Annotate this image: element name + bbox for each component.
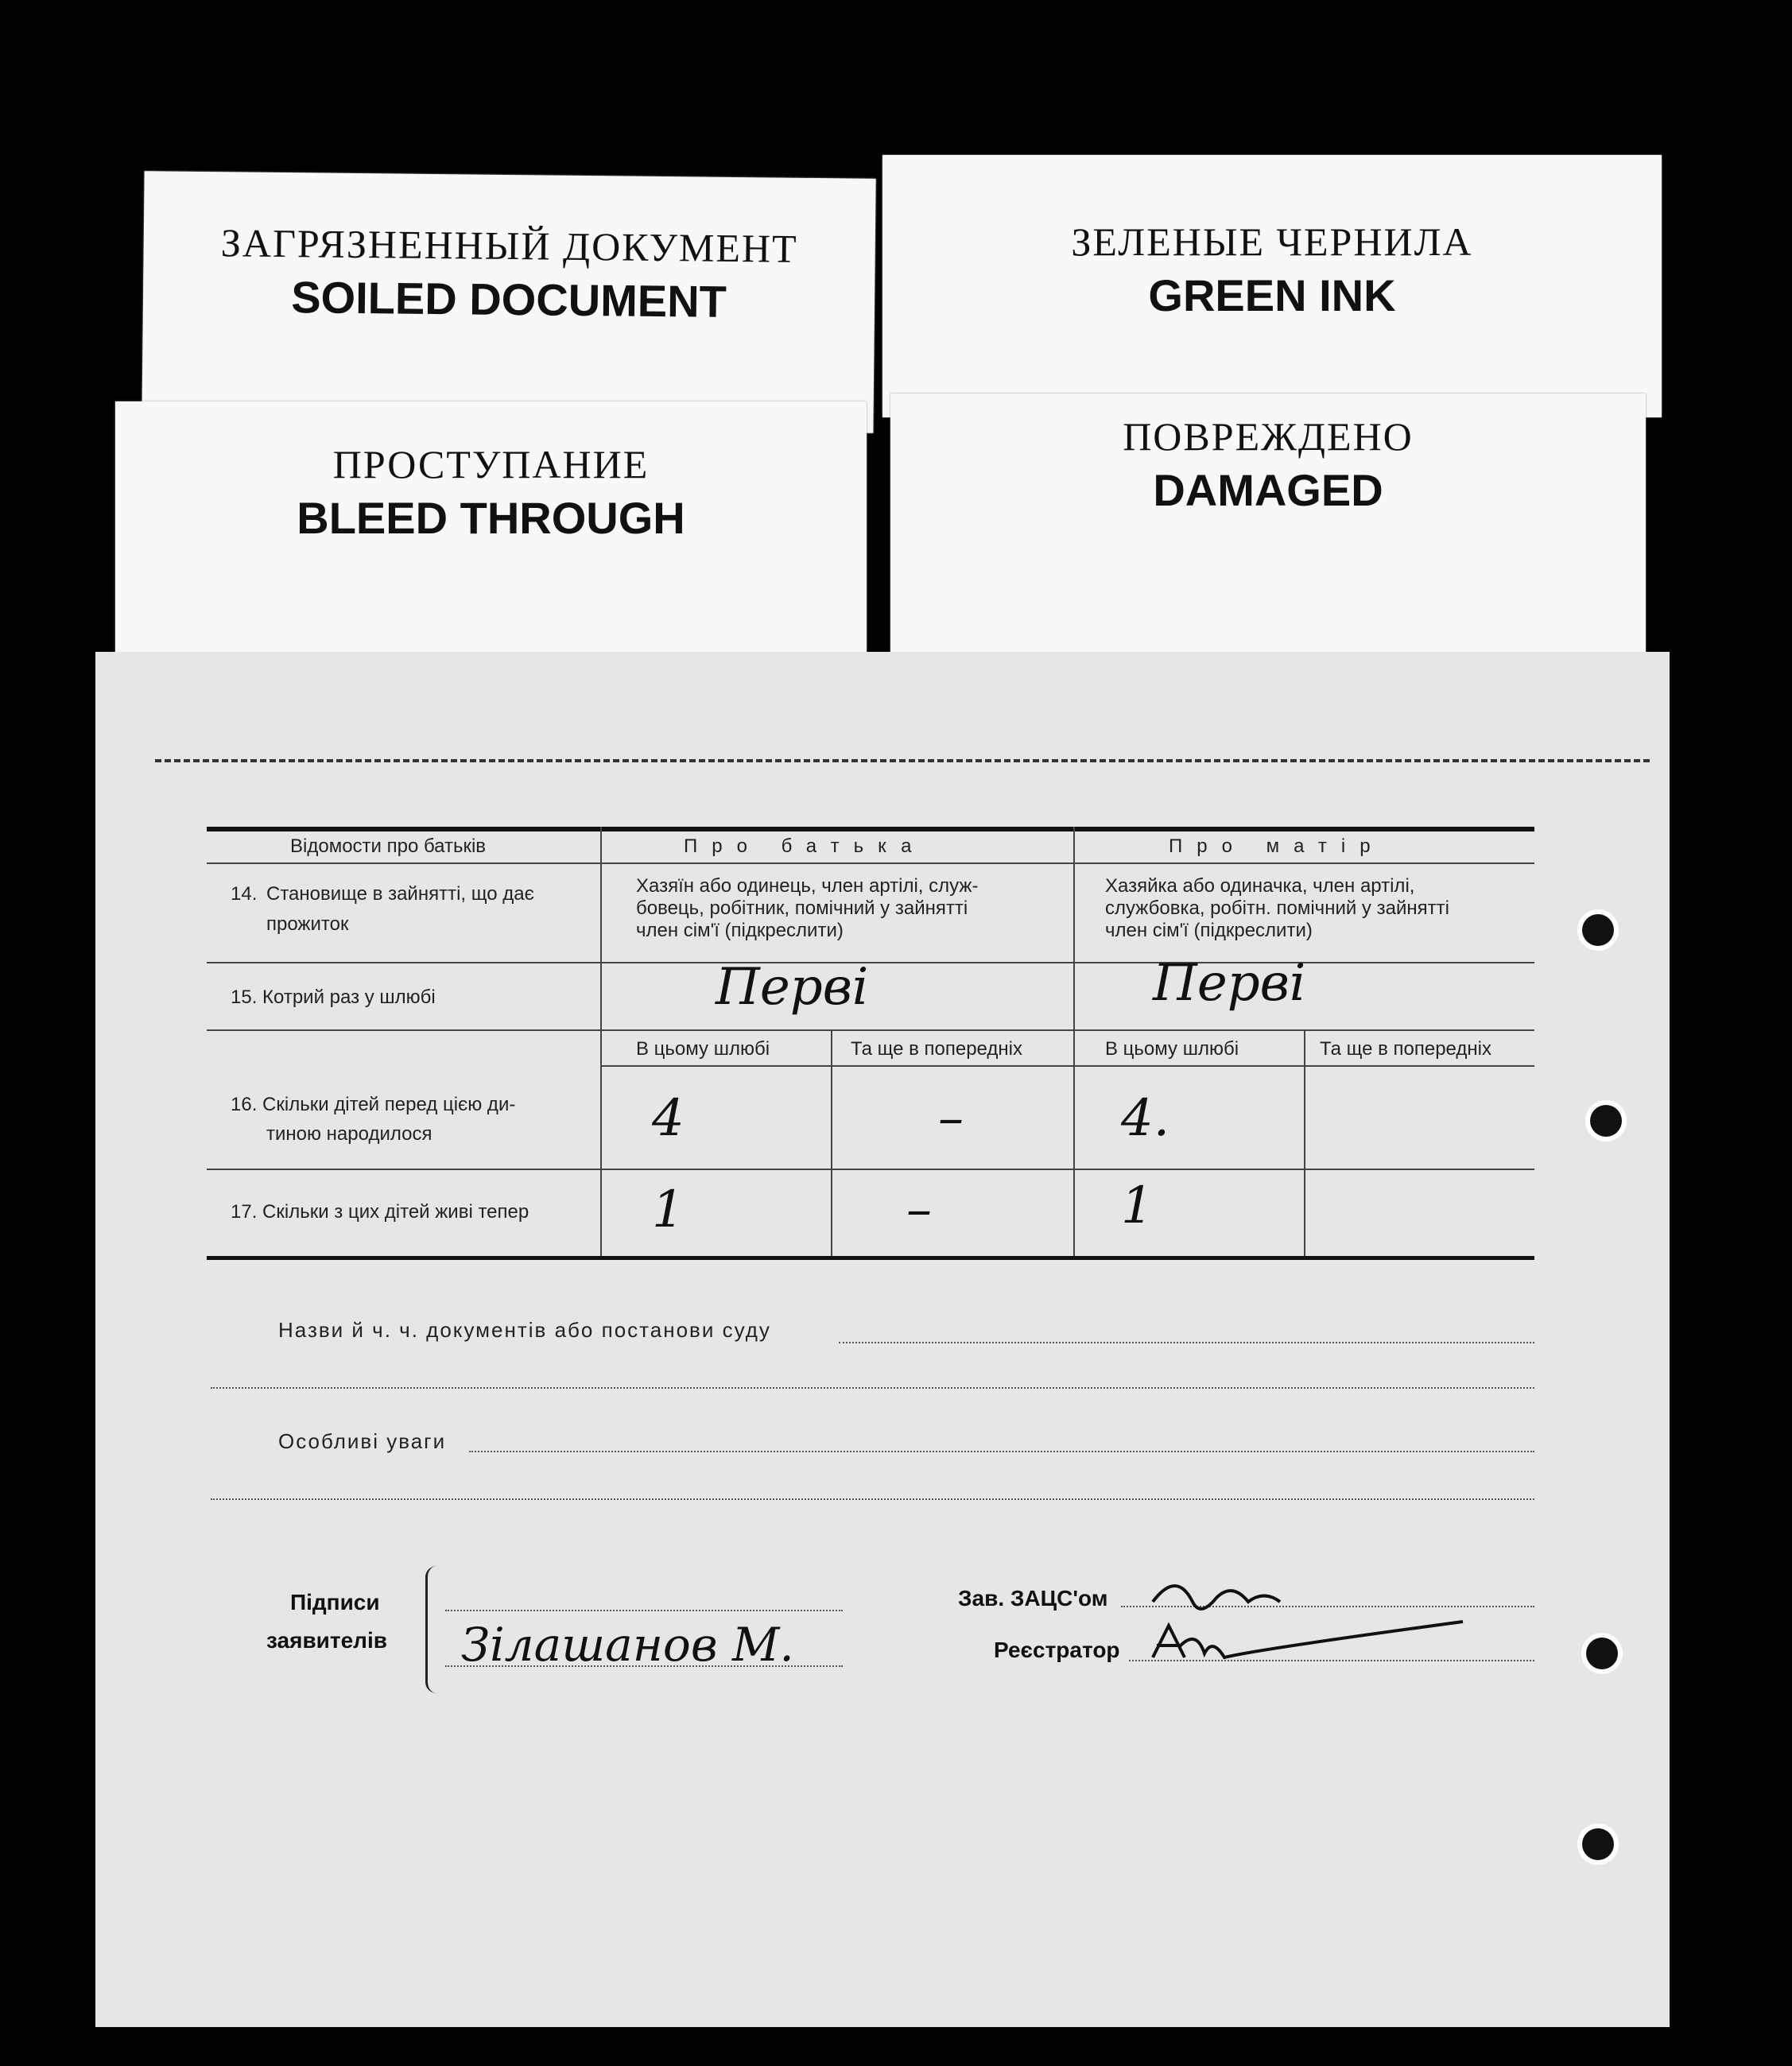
damaged-en-label: DAMAGED [1153, 465, 1383, 515]
punch-hole [1586, 1638, 1618, 1669]
green-ru-label: ЗЕЛЕНЫЕ ЧЕРНИЛА [1071, 219, 1473, 264]
signature-line-1 [445, 1610, 843, 1611]
row16-mother-this: 4. [1121, 1089, 1170, 1148]
damaged-ru-label: ПОВРЕЖДЕНО [1123, 414, 1414, 459]
signatures-label-2: заявителів [266, 1628, 387, 1653]
row17-father-this: 1 [652, 1180, 685, 1239]
row15-mother-value: Перві [1153, 954, 1306, 1013]
row17-mother-this: 1 [1121, 1176, 1154, 1235]
row16-label-2: тиною народилося [266, 1123, 432, 1145]
punch-hole [1582, 1828, 1614, 1860]
bleed-through-card [115, 401, 867, 672]
subheader-mother-this: В цьому шлюбі [1105, 1038, 1239, 1060]
row17-father-prev: – [906, 1180, 932, 1239]
soiled-document-card [142, 171, 875, 433]
bleed-ru-label: ПРОСТУПАНИЕ [332, 442, 650, 486]
row14-mother-line1: Хазяйка або одиначка, член артілі, [1105, 875, 1415, 897]
header-mother: Про матір [1169, 835, 1385, 857]
row14-father-line3: член сім'ї (підкреслити) [636, 920, 844, 941]
notes-line [469, 1451, 1534, 1452]
row15-father-value: Перві [716, 958, 869, 1017]
row14-father-line1: Хазяїн або одинець, член артілі, служ- [636, 875, 979, 897]
row14-mother-line3: член сім'ї (підкреслити) [1105, 920, 1313, 941]
row16-father-prev: – [938, 1089, 964, 1148]
perforation-line [155, 759, 1650, 762]
header-father: Про батька [684, 835, 926, 857]
documents-line-2 [211, 1387, 1534, 1389]
row14-mother-line2: службовка, робітн. помічний у зайнятті [1105, 897, 1449, 919]
bleed-en-label: BLEED THROUGH [297, 493, 685, 543]
row14-label: Становище в зайнятті, що дає [266, 883, 534, 905]
row16-label: 16. Скільки дітей перед цією ди- [231, 1094, 516, 1115]
subheader-mother-prev: Та ще в попередніх [1320, 1038, 1491, 1060]
soiled-ru-label: ЗАГРЯЗНЕННЫЙ ДОКУМЕНТ [220, 220, 798, 271]
punch-hole [1590, 1105, 1622, 1137]
notes-label: Особливі уваги [278, 1429, 447, 1453]
green-en-label: GREEN INK [1148, 270, 1396, 320]
row17-label: 17. Скільки з цих дітей живі тепер [231, 1201, 529, 1223]
subheader-father-prev: Та ще в попередніх [851, 1038, 1022, 1060]
registrar-label: Реєстратор [994, 1638, 1120, 1662]
row15-label: 15. Котрий раз у шлюбі [231, 986, 436, 1008]
damaged-card [890, 393, 1646, 664]
soiled-en-label: SOILED DOCUMENT [290, 272, 727, 327]
row14-number: 14. [231, 883, 258, 905]
header-parents-info: Відомости про батьків [290, 835, 487, 857]
head-zags-label: Зав. ЗАЦС'ом [958, 1586, 1108, 1611]
signatures-label-1: Підписи [290, 1590, 380, 1614]
subheader-father-this: В цьому шлюбі [636, 1038, 770, 1060]
form-sheet [95, 652, 1670, 2027]
documents-label: Назви й ч. ч. документів або постанови суду [278, 1318, 771, 1342]
punch-hole [1582, 914, 1614, 946]
notes-line-2 [211, 1498, 1534, 1500]
documents-line [839, 1342, 1534, 1343]
row14-father-line2: бовець, робітник, помічний у зайнятті [636, 897, 968, 919]
parents-info-table [207, 827, 1534, 1239]
green-ink-card [882, 155, 1662, 417]
row16-father-this: 4 [652, 1089, 685, 1148]
applicant-signature: Зілашанов М. [461, 1618, 794, 1672]
signatures-brace [425, 1566, 442, 1693]
registrar-signatures [1145, 1570, 1479, 1681]
row14-label-2: прожиток [266, 913, 349, 935]
